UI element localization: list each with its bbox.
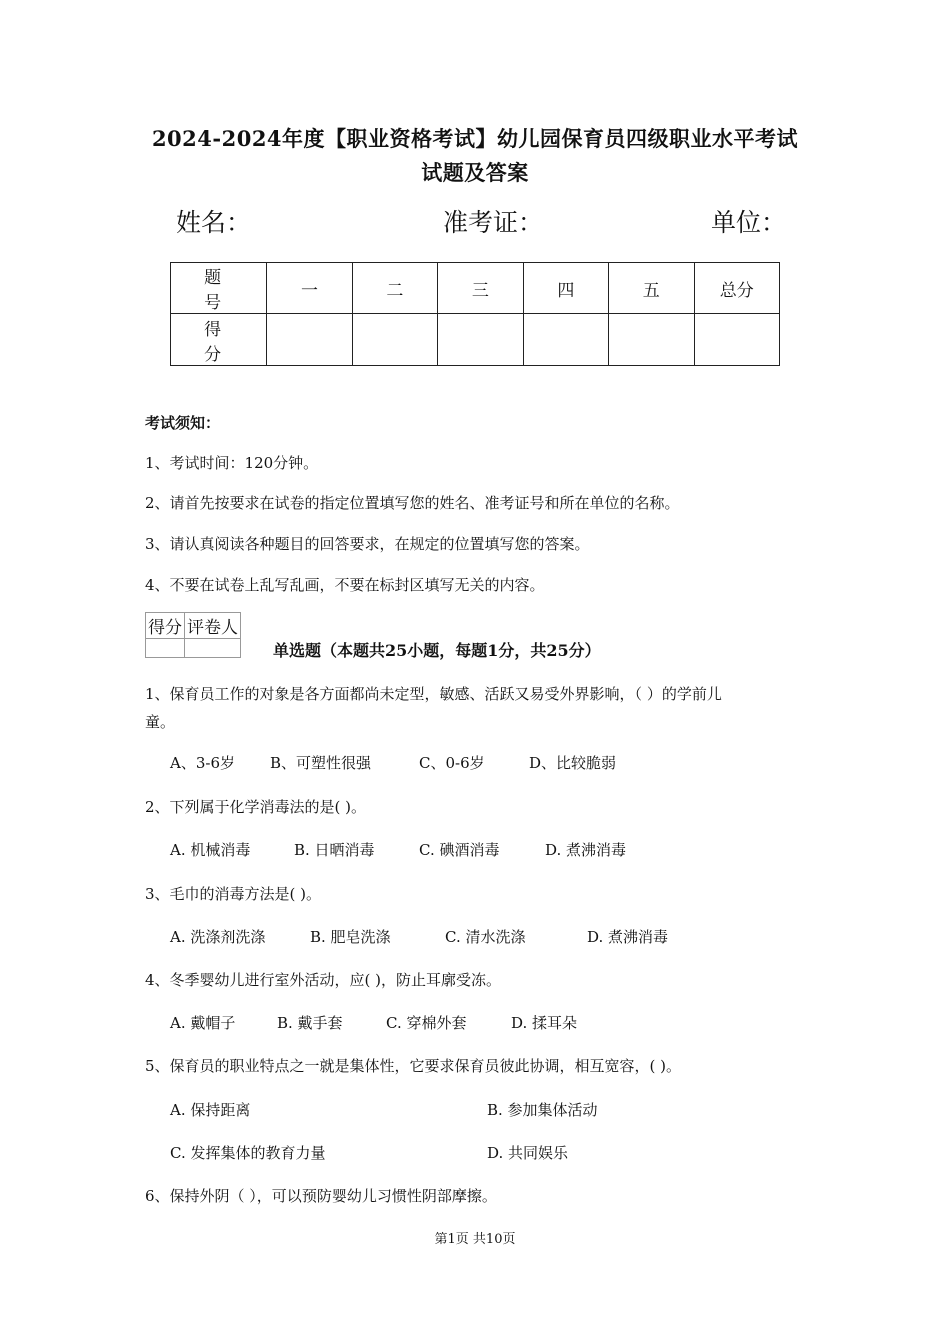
notice-item: 1、考试时间：120分钟。 xyxy=(145,454,319,472)
answer-option[interactable]: C、0-6岁 xyxy=(419,754,485,772)
grader-name-label: 评卷人 xyxy=(185,613,241,639)
question-stem: 5、保育员的职业特点之一就是集体性，它要求保育员彼此协调，相互宽容，( )。 xyxy=(145,1057,682,1075)
question-stem: 4、冬季婴幼儿进行室外活动，应( )，防止耳廓受冻。 xyxy=(145,971,502,989)
answer-option[interactable]: C. 清水洗涤 xyxy=(445,928,526,946)
notice-item: 2、请首先按要求在试卷的指定位置填写您的姓名、准考证号和所在单位的名称。 xyxy=(145,494,680,512)
question-stem: 2、下列属于化学消毒法的是( )。 xyxy=(145,798,367,816)
answer-option[interactable]: B. 日晒消毒 xyxy=(294,841,375,859)
score-input-cell[interactable] xyxy=(352,314,437,366)
answer-option[interactable]: A. 洗涤剂洗涤 xyxy=(170,928,266,946)
answer-option[interactable]: B. 肥皂洗涤 xyxy=(310,928,391,946)
question-stem: 3、毛巾的消毒方法是( )。 xyxy=(145,885,322,903)
answer-option[interactable]: A. 戴帽子 xyxy=(170,1014,236,1032)
grader-score-cell[interactable] xyxy=(146,639,185,658)
notice-title: 考试须知： xyxy=(145,414,221,432)
score-input-cell[interactable] xyxy=(609,314,694,366)
question-stem: 6、保持外阴（ ），可以预防婴幼儿习惯性阴部摩擦。 xyxy=(145,1187,497,1205)
answer-option[interactable]: B. 参加集体活动 xyxy=(487,1101,598,1119)
document-title-line2: 试题及答案 xyxy=(421,160,529,185)
answer-option[interactable]: C. 穿棉外套 xyxy=(386,1014,467,1032)
document-title-line1: 2024-2024年度【职业资格考试】幼儿园保育员四级职业水平考试 xyxy=(151,126,799,151)
answer-option[interactable]: C. 发挥集体的教育力量 xyxy=(170,1144,326,1162)
notice-item: 3、请认真阅读各种题目的回答要求，在规定的位置填写您的答案。 xyxy=(145,535,590,553)
answer-option[interactable]: B. 戴手套 xyxy=(277,1014,343,1032)
score-table xyxy=(170,262,780,366)
score-table-cell: 题 号 xyxy=(171,263,267,314)
answer-option[interactable]: D、比较脆弱 xyxy=(529,754,617,772)
answer-option[interactable]: B、可塑性很强 xyxy=(270,754,372,772)
answer-option[interactable]: A. 保持距离 xyxy=(170,1101,251,1119)
answer-option[interactable]: A、3-6岁 xyxy=(170,754,235,772)
question-stem: 1、保育员工作的对象是各方面都尚未定型，敏感、活跃又易受外界影响，（ ）的学前儿 xyxy=(145,685,722,703)
score-table-score-row xyxy=(171,314,780,366)
score-table-header-row xyxy=(171,263,780,314)
score-input-cell[interactable] xyxy=(267,314,352,366)
notice-item: 4、不要在试卷上乱写乱画，不要在标封区填写无关的内容。 xyxy=(145,576,545,594)
score-table-cell: 总分 xyxy=(694,263,779,314)
question-stem: 童。 xyxy=(145,713,176,731)
score-table-cell: 二 xyxy=(352,263,437,314)
answer-option[interactable]: D. 揉耳朵 xyxy=(511,1014,578,1032)
score-table-cell: 一 xyxy=(267,263,352,314)
score-table-cell: 四 xyxy=(523,263,608,314)
answer-option[interactable]: C. 碘酒消毒 xyxy=(419,841,500,859)
answer-option[interactable]: D. 煮沸消毒 xyxy=(545,841,627,859)
ticket-label: 准考证： xyxy=(443,208,544,237)
answer-option[interactable]: A. 机械消毒 xyxy=(170,841,251,859)
score-table-cell: 得 分 xyxy=(171,314,267,366)
answer-option[interactable]: D. 煮沸消毒 xyxy=(587,928,669,946)
section-title: 单选题（本题共25小题，每题1分，共25分） xyxy=(273,641,601,660)
score-input-cell[interactable] xyxy=(523,314,608,366)
score-input-cell[interactable] xyxy=(438,314,523,366)
grader-name-cell[interactable] xyxy=(185,639,241,658)
unit-label: 单位： xyxy=(711,208,787,237)
page-footer: 第1页 共10页 xyxy=(434,1232,516,1247)
score-table-cell: 三 xyxy=(438,263,523,314)
name-label: 姓名： xyxy=(176,208,252,237)
score-table-cell: 五 xyxy=(609,263,694,314)
grader-box xyxy=(145,612,241,658)
answer-option[interactable]: D. 共同娱乐 xyxy=(487,1144,569,1162)
score-input-cell[interactable] xyxy=(694,314,779,366)
grader-score-label: 得分 xyxy=(146,613,185,639)
